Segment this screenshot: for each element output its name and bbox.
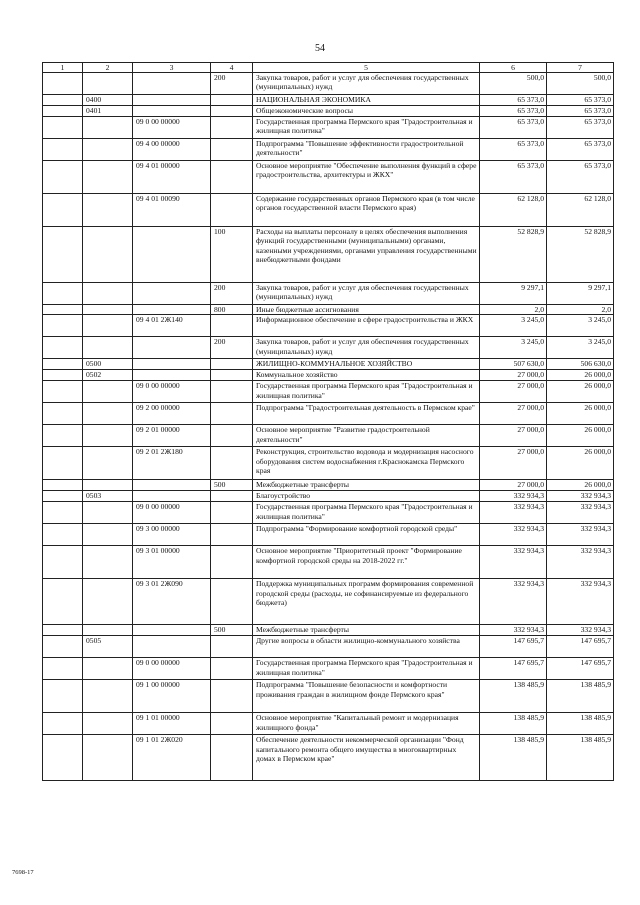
cell-col-sum-6: 332 934,3 — [480, 491, 547, 502]
cell-col-name: Благоустройство — [253, 491, 480, 502]
cell-col-article — [133, 227, 211, 283]
cell-col-name: Коммунальное хозяйство — [253, 370, 480, 381]
table-row — [43, 735, 614, 781]
cell-col-razdel — [83, 139, 133, 161]
table-row — [43, 95, 614, 106]
cell-col-sum-6: 138 485,9 — [480, 680, 547, 713]
cell-col-name: Содержание государственных органов Пермского края (в том числе органов государственной власти Пермского края) — [253, 194, 480, 227]
cell-col-sum-6: 27 000,0 — [480, 447, 547, 480]
cell-col-sum-7: 138 485,9 — [547, 735, 614, 781]
page-number: 54 — [315, 43, 325, 54]
cell-col-1 — [43, 636, 83, 658]
cell-col-vid — [211, 425, 253, 447]
cell-col-razdel — [83, 447, 133, 480]
cell-col-article — [133, 359, 211, 370]
cell-col-sum-7: 3 245,0 — [547, 315, 614, 337]
cell-col-razdel — [83, 579, 133, 625]
cell-col-sum-6: 27 000,0 — [480, 381, 547, 403]
cell-col-razdel: 0503 — [83, 491, 133, 502]
cell-col-sum-7: 3 245,0 — [547, 337, 614, 359]
cell-col-1 — [43, 425, 83, 447]
cell-col-name: Закупка товаров, работ и услуг для обеспечения государственных (муниципальных) нужд — [253, 337, 480, 359]
cell-col-1 — [43, 491, 83, 502]
cell-col-article: 09 4 01 2Ж140 — [133, 315, 211, 337]
header-col-4: 4 — [211, 63, 253, 73]
cell-col-1 — [43, 480, 83, 491]
table-row — [43, 315, 614, 337]
cell-col-name: НАЦИОНАЛЬНАЯ ЭКОНОМИКА — [253, 95, 480, 106]
cell-col-razdel — [83, 337, 133, 359]
cell-col-name: Закупка товаров, работ и услуг для обеспечения государственных (муниципальных) нужд — [253, 73, 480, 95]
cell-col-name: Иные бюджетные ассигнования — [253, 305, 480, 315]
cell-col-article: 09 4 01 00090 — [133, 194, 211, 227]
cell-col-vid: 200 — [211, 73, 253, 95]
cell-col-sum-6: 9 297,1 — [480, 283, 547, 305]
cell-col-name: Подпрограмма "Повышение безопасности и комфортности проживания граждан в жилищном фонде Пермского края" — [253, 680, 480, 713]
cell-col-vid — [211, 658, 253, 680]
cell-col-sum-6: 500,0 — [480, 73, 547, 95]
cell-col-1 — [43, 337, 83, 359]
cell-col-1 — [43, 95, 83, 106]
cell-col-razdel — [83, 305, 133, 315]
table-row — [43, 283, 614, 305]
cell-col-article — [133, 95, 211, 106]
cell-col-razdel — [83, 524, 133, 546]
table-row — [43, 227, 614, 283]
cell-col-sum-6: 332 934,3 — [480, 579, 547, 625]
cell-col-name: Реконструкция, строительство водовода и модернизация насосного оборудования систем водоснабжения г.Краснокамска Пермского края — [253, 447, 480, 480]
cell-col-razdel — [83, 315, 133, 337]
cell-col-vid: 500 — [211, 480, 253, 491]
cell-col-vid — [211, 713, 253, 735]
cell-col-article: 09 0 00 00000 — [133, 381, 211, 403]
cell-col-vid — [211, 359, 253, 370]
cell-col-sum-7: 52 828,9 — [547, 227, 614, 283]
cell-col-vid — [211, 447, 253, 480]
cell-col-vid — [211, 117, 253, 139]
cell-col-1 — [43, 625, 83, 636]
header-col-6: 6 — [480, 63, 547, 73]
cell-col-vid: 800 — [211, 305, 253, 315]
cell-col-name: Закупка товаров, работ и услуг для обеспечения государственных (муниципальных) нужд — [253, 283, 480, 305]
cell-col-razdel — [83, 735, 133, 781]
cell-col-sum-7: 2,0 — [547, 305, 614, 315]
cell-col-article — [133, 283, 211, 305]
cell-col-name: Основное мероприятие "Обеспечение выполнения функций в сфере градостроительства, архитектуры и ЖКХ" — [253, 161, 480, 194]
cell-col-sum-6: 2,0 — [480, 305, 547, 315]
table-row — [43, 680, 614, 713]
cell-col-sum-7: 138 485,9 — [547, 680, 614, 713]
cell-col-razdel — [83, 194, 133, 227]
table-header — [43, 63, 614, 73]
cell-col-razdel — [83, 713, 133, 735]
table-row — [43, 106, 614, 117]
table-row — [43, 480, 614, 491]
cell-col-vid: 100 — [211, 227, 253, 283]
cell-col-article — [133, 73, 211, 95]
cell-col-name: Основное мероприятие "Приоритетный проект "Формирование комфортной городской среды на 2018-2022 гг." — [253, 546, 480, 579]
cell-col-vid — [211, 546, 253, 579]
cell-col-vid — [211, 106, 253, 117]
cell-col-razdel — [83, 381, 133, 403]
cell-col-sum-6: 65 373,0 — [480, 139, 547, 161]
header-col-2: 2 — [83, 63, 133, 73]
table-row — [43, 636, 614, 658]
cell-col-razdel — [83, 658, 133, 680]
cell-col-name: Расходы на выплаты персоналу в целях обеспечения выполнения функций государственными (муниципальными) органами, казенными учреждениями, органами управления государственными внебюджетными фондами — [253, 227, 480, 283]
cell-col-sum-7: 147 695,7 — [547, 636, 614, 658]
cell-col-razdel — [83, 73, 133, 95]
cell-col-razdel: 0401 — [83, 106, 133, 117]
table-row — [43, 117, 614, 139]
cell-col-sum-6: 62 128,0 — [480, 194, 547, 227]
cell-col-1 — [43, 283, 83, 305]
cell-col-vid — [211, 381, 253, 403]
cell-col-sum-6: 147 695,7 — [480, 636, 547, 658]
cell-col-sum-7: 65 373,0 — [547, 161, 614, 194]
cell-col-sum-6: 332 934,3 — [480, 502, 547, 524]
cell-col-1 — [43, 403, 83, 425]
cell-col-name: Межбюджетные трансферты — [253, 480, 480, 491]
cell-col-vid — [211, 636, 253, 658]
cell-col-sum-6: 507 630,0 — [480, 359, 547, 370]
cell-col-1 — [43, 194, 83, 227]
table-row — [43, 194, 614, 227]
cell-col-vid: 200 — [211, 337, 253, 359]
cell-col-name: Основное мероприятие "Развитие градостроительной деятельности" — [253, 425, 480, 447]
cell-col-sum-7: 506 630,0 — [547, 359, 614, 370]
cell-col-sum-6: 332 934,3 — [480, 625, 547, 636]
cell-col-sum-6: 3 245,0 — [480, 337, 547, 359]
cell-col-razdel — [83, 227, 133, 283]
cell-col-name: Общеэкономические вопросы — [253, 106, 480, 117]
cell-col-sum-6: 65 373,0 — [480, 95, 547, 106]
cell-col-1 — [43, 713, 83, 735]
cell-col-name: Поддержка муниципальных программ формирования современной городской среды (расходы, не софинансируемые из федерального бюджета) — [253, 579, 480, 625]
cell-col-1 — [43, 315, 83, 337]
cell-col-sum-6: 332 934,3 — [480, 524, 547, 546]
cell-col-razdel — [83, 425, 133, 447]
table-row — [43, 546, 614, 579]
cell-col-vid — [211, 735, 253, 781]
table-row — [43, 713, 614, 735]
cell-col-sum-7: 26 000,0 — [547, 447, 614, 480]
cell-col-vid — [211, 315, 253, 337]
cell-col-vid — [211, 680, 253, 713]
cell-col-article: 09 3 01 2Ж090 — [133, 579, 211, 625]
cell-col-1 — [43, 117, 83, 139]
cell-col-vid — [211, 95, 253, 106]
cell-col-vid — [211, 403, 253, 425]
cell-col-vid — [211, 370, 253, 381]
cell-col-razdel — [83, 680, 133, 713]
cell-col-sum-7: 65 373,0 — [547, 117, 614, 139]
cell-col-name: Обеспечение деятельности некоммерческой организации "Фонд капитального ремонта общего имущества в многоквартирных домах в Пермском крае" — [253, 735, 480, 781]
cell-col-1 — [43, 73, 83, 95]
document-code: 7698-17 — [12, 869, 34, 876]
cell-col-1 — [43, 370, 83, 381]
table-row — [43, 73, 614, 95]
cell-col-sum-7: 9 297,1 — [547, 283, 614, 305]
cell-col-article: 09 1 00 00000 — [133, 680, 211, 713]
header-col-5: 5 — [253, 63, 480, 73]
cell-col-1 — [43, 735, 83, 781]
cell-col-sum-7: 332 934,3 — [547, 625, 614, 636]
table-row — [43, 425, 614, 447]
cell-col-razdel — [83, 117, 133, 139]
cell-col-article — [133, 370, 211, 381]
cell-col-name: Государственная программа Пермского края "Градостроительная и жилищная политика" — [253, 658, 480, 680]
cell-col-sum-7: 26 000,0 — [547, 480, 614, 491]
cell-col-sum-7: 138 485,9 — [547, 713, 614, 735]
cell-col-sum-6: 52 828,9 — [480, 227, 547, 283]
header-row — [43, 63, 614, 73]
cell-col-article: 09 1 01 2Ж020 — [133, 735, 211, 781]
table-row — [43, 658, 614, 680]
cell-col-article: 09 0 00 00000 — [133, 117, 211, 139]
cell-col-vid: 200 — [211, 283, 253, 305]
cell-col-vid — [211, 491, 253, 502]
table-row — [43, 370, 614, 381]
cell-col-1 — [43, 359, 83, 370]
budget-table — [42, 62, 614, 781]
cell-col-razdel: 0505 — [83, 636, 133, 658]
table-row — [43, 337, 614, 359]
cell-col-sum-7: 332 934,3 — [547, 491, 614, 502]
cell-col-vid — [211, 161, 253, 194]
cell-col-article: 09 3 00 00000 — [133, 524, 211, 546]
cell-col-sum-7: 65 373,0 — [547, 139, 614, 161]
cell-col-sum-6: 65 373,0 — [480, 106, 547, 117]
cell-col-sum-7: 332 934,3 — [547, 546, 614, 579]
cell-col-name: ЖИЛИЩНО-КОММУНАЛЬНОЕ ХОЗЯЙСТВО — [253, 359, 480, 370]
cell-col-1 — [43, 106, 83, 117]
header-col-1: 1 — [43, 63, 83, 73]
cell-col-sum-6: 138 485,9 — [480, 735, 547, 781]
cell-col-vid — [211, 579, 253, 625]
cell-col-name: Подпрограмма "Градостроительная деятельность в Пермском крае" — [253, 403, 480, 425]
cell-col-1 — [43, 680, 83, 713]
cell-col-article: 09 4 01 00000 — [133, 161, 211, 194]
table-row — [43, 359, 614, 370]
cell-col-sum-7: 62 128,0 — [547, 194, 614, 227]
cell-col-sum-7: 332 934,3 — [547, 502, 614, 524]
table-row — [43, 491, 614, 502]
table-row — [43, 381, 614, 403]
table-row — [43, 403, 614, 425]
cell-col-name: Основное мероприятие "Капитальный ремонт и модернизация жилищного фонда" — [253, 713, 480, 735]
cell-col-article — [133, 491, 211, 502]
cell-col-1 — [43, 161, 83, 194]
cell-col-1 — [43, 524, 83, 546]
cell-col-sum-7: 147 695,7 — [547, 658, 614, 680]
cell-col-sum-7: 26 000,0 — [547, 403, 614, 425]
cell-col-name: Государственная программа Пермского края "Градостроительная и жилищная политика" — [253, 381, 480, 403]
header-col-7: 7 — [547, 63, 614, 73]
cell-col-vid — [211, 502, 253, 524]
cell-col-sum-7: 65 373,0 — [547, 95, 614, 106]
cell-col-article: 09 2 01 2Ж180 — [133, 447, 211, 480]
cell-col-article — [133, 625, 211, 636]
cell-col-1 — [43, 546, 83, 579]
cell-col-name: Государственная программа Пермского края "Градостроительная и жилищная политика" — [253, 502, 480, 524]
cell-col-article: 09 2 01 00000 — [133, 425, 211, 447]
cell-col-name: Подпрограмма "Формирование комфортной городской среды" — [253, 524, 480, 546]
cell-col-article — [133, 106, 211, 117]
cell-col-article: 09 1 01 00000 — [133, 713, 211, 735]
cell-col-name: Государственная программа Пермского края "Градостроительная и жилищная политика" — [253, 117, 480, 139]
cell-col-sum-6: 27 000,0 — [480, 370, 547, 381]
cell-col-vid — [211, 524, 253, 546]
cell-col-razdel — [83, 283, 133, 305]
cell-col-article: 09 0 00 00000 — [133, 502, 211, 524]
cell-col-razdel: 0400 — [83, 95, 133, 106]
cell-col-1 — [43, 447, 83, 480]
cell-col-razdel — [83, 161, 133, 194]
cell-col-sum-6: 147 695,7 — [480, 658, 547, 680]
cell-col-article — [133, 636, 211, 658]
header-col-3: 3 — [133, 63, 211, 73]
cell-col-sum-7: 26 000,0 — [547, 381, 614, 403]
cell-col-article: 09 0 00 00000 — [133, 658, 211, 680]
cell-col-sum-6: 27 000,0 — [480, 425, 547, 447]
cell-col-1 — [43, 227, 83, 283]
cell-col-article — [133, 305, 211, 315]
cell-col-sum-6: 3 245,0 — [480, 315, 547, 337]
cell-col-name: Другие вопросы в области жилищно-коммунального хозяйства — [253, 636, 480, 658]
cell-col-razdel — [83, 480, 133, 491]
table-row — [43, 447, 614, 480]
table-row — [43, 161, 614, 194]
cell-col-name: Информационное обеспечение в сфере градостроительства и ЖКХ — [253, 315, 480, 337]
table-row — [43, 579, 614, 625]
cell-col-razdel — [83, 403, 133, 425]
cell-col-article: 09 3 01 00000 — [133, 546, 211, 579]
table-row — [43, 524, 614, 546]
cell-col-article: 09 2 00 00000 — [133, 403, 211, 425]
cell-col-sum-7: 332 934,3 — [547, 579, 614, 625]
cell-col-sum-6: 65 373,0 — [480, 161, 547, 194]
table-row — [43, 502, 614, 524]
cell-col-vid — [211, 139, 253, 161]
cell-col-sum-6: 27 000,0 — [480, 480, 547, 491]
cell-col-1 — [43, 502, 83, 524]
cell-col-sum-6: 27 000,0 — [480, 403, 547, 425]
table-row — [43, 139, 614, 161]
cell-col-article — [133, 480, 211, 491]
cell-col-razdel: 0502 — [83, 370, 133, 381]
cell-col-razdel — [83, 546, 133, 579]
cell-col-1 — [43, 139, 83, 161]
cell-col-article: 09 4 00 00000 — [133, 139, 211, 161]
cell-col-razdel: 0500 — [83, 359, 133, 370]
cell-col-sum-6: 332 934,3 — [480, 546, 547, 579]
cell-col-vid — [211, 194, 253, 227]
cell-col-razdel — [83, 625, 133, 636]
cell-col-sum-7: 26 000,0 — [547, 370, 614, 381]
cell-col-name: Подпрограмма "Повышение эффективности градостроительной деятельности" — [253, 139, 480, 161]
cell-col-sum-7: 65 373,0 — [547, 106, 614, 117]
cell-col-1 — [43, 305, 83, 315]
cell-col-vid: 500 — [211, 625, 253, 636]
cell-col-sum-6: 138 485,9 — [480, 713, 547, 735]
table-row — [43, 305, 614, 315]
cell-col-article — [133, 337, 211, 359]
cell-col-sum-6: 65 373,0 — [480, 117, 547, 139]
cell-col-sum-7: 26 000,0 — [547, 425, 614, 447]
cell-col-sum-7: 500,0 — [547, 73, 614, 95]
cell-col-1 — [43, 579, 83, 625]
cell-col-name: Межбюджетные трансферты — [253, 625, 480, 636]
cell-col-razdel — [83, 502, 133, 524]
table-row — [43, 625, 614, 636]
table-body — [43, 73, 614, 781]
cell-col-sum-7: 332 934,3 — [547, 524, 614, 546]
cell-col-1 — [43, 381, 83, 403]
cell-col-1 — [43, 658, 83, 680]
